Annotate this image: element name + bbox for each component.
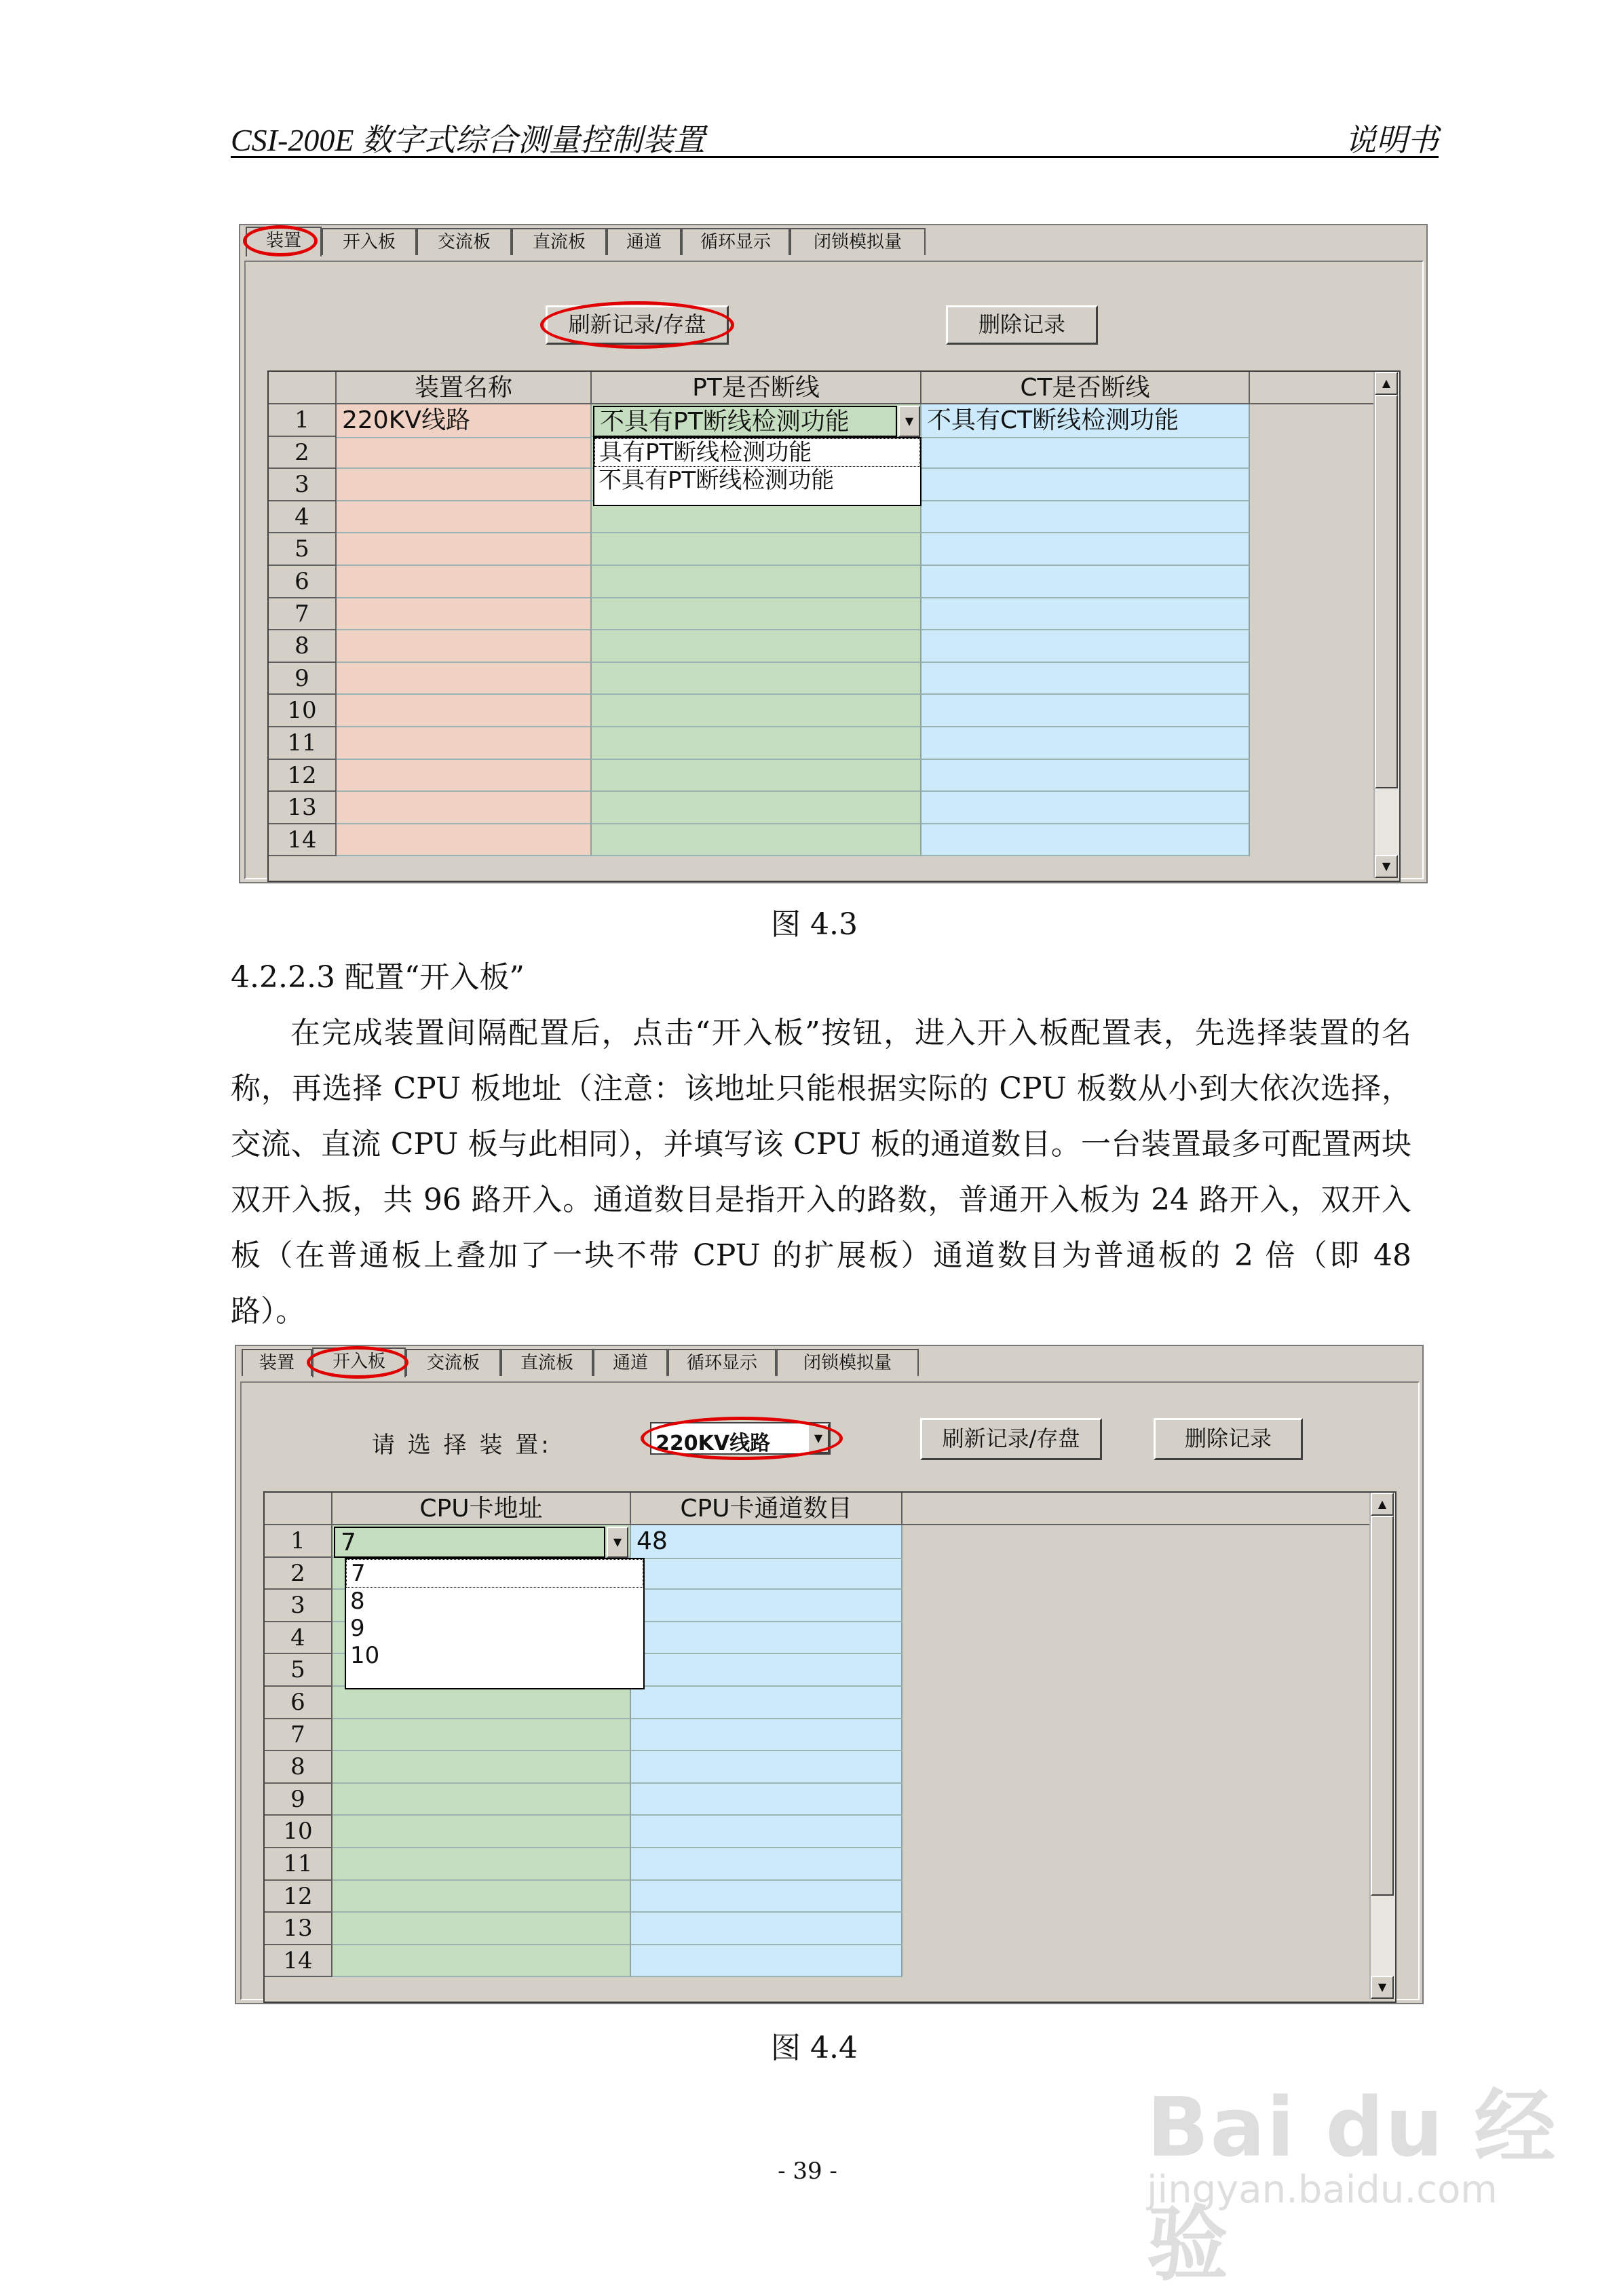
grid-cell[interactable] [631,1848,902,1881]
grid-cell[interactable] [332,1913,631,1945]
pt-select-arrow-icon[interactable]: ▼ [898,406,920,437]
row1-device-name[interactable]: 220KV线路 [337,404,592,438]
grid-cell[interactable] [631,1784,902,1816]
scroll-down-icon[interactable]: ▼ [1371,1976,1394,1999]
watermark-url: jingyan.baidu.com [1147,2168,1498,2212]
grid-cell[interactable] [337,727,592,760]
figure-4-4-caption: 图 4.4 [771,2031,858,2065]
scroll-up-icon[interactable]: ▲ [1371,1493,1394,1516]
grid-cell[interactable] [332,1945,631,1978]
address-option-9[interactable]: 9 [350,1615,365,1642]
refresh-save-button[interactable]: 刷新记录/存盘 [920,1418,1102,1460]
grid-cell[interactable] [337,630,592,663]
grid-cell[interactable] [337,501,592,534]
row-number: 10 [269,695,337,727]
grid-cell[interactable] [631,1687,902,1719]
row-number: 9 [269,663,337,695]
delete-record-button[interactable]: 删除记录 [1154,1418,1303,1460]
scroll-thumb[interactable] [1375,395,1398,788]
col-header-empty [902,1493,1371,1525]
grid-cell[interactable] [592,533,922,566]
row-number: 2 [269,437,337,470]
grid-cell[interactable] [922,501,1250,534]
grid-cell[interactable] [337,695,592,727]
scroll-up-icon[interactable]: ▲ [1375,372,1398,395]
grid-cell[interactable] [337,663,592,695]
section-title: 4.2.2.3 配置“开入板” [231,960,525,995]
row-number: 1 [269,404,337,437]
tab-ac-board[interactable]: 交流板 [406,1349,501,1376]
grid-cell[interactable] [592,760,922,792]
col-header-device-name: 装置名称 [337,372,592,404]
tab-lock-analog[interactable]: 闭锁模拟量 [776,1349,919,1376]
grid-cell[interactable] [592,824,922,857]
grid-cell[interactable] [922,760,1250,792]
row-number: 14 [265,1945,332,1978]
row-number: 3 [265,1590,332,1622]
address-option-7[interactable]: 7 [346,1559,643,1588]
address-option-8[interactable]: 8 [350,1588,365,1615]
watermark-logo: Bai du 经验 [1147,2081,1557,2292]
grid-cell[interactable] [332,1687,631,1719]
annotation-ellipse-device-select [641,1417,843,1460]
row-number: 4 [265,1622,332,1655]
grid-cell[interactable] [922,824,1250,857]
tab-device[interactable]: 装置 [246,227,322,256]
annotation-ellipse-di-tab [307,1346,408,1379]
col-header-cpu-channels: CPU卡通道数目 [631,1493,902,1525]
grid-cell[interactable] [922,792,1250,824]
tab-dc-board[interactable]: 直流板 [512,228,607,255]
delete-record-button[interactable]: 删除记录 [946,305,1098,345]
row-number: 7 [265,1719,332,1752]
device-select-arrow-icon[interactable]: ▼ [808,1423,829,1453]
header-doc-type: 说明书 [1345,123,1439,157]
row1-pt-select[interactable]: 不具有PT断线检测功能 [593,406,897,437]
grid-cell[interactable] [922,469,1250,501]
row-number: 10 [265,1816,332,1848]
grid-cell[interactable] [337,792,592,824]
row-number: 6 [265,1687,332,1719]
grid-cell[interactable] [337,533,592,566]
row-number: 14 [269,824,337,857]
tab-channel[interactable]: 通道 [607,228,681,255]
figure-4-3-screenshot [239,224,1428,883]
grid-cell[interactable] [631,1654,902,1687]
address-option-10[interactable]: 10 [350,1642,380,1669]
grid-cell[interactable] [337,760,592,792]
grid-cell[interactable] [332,1881,631,1913]
grid-cell[interactable] [332,1816,631,1848]
grid-cell[interactable] [922,533,1250,566]
tab-ac-board[interactable]: 交流板 [417,228,512,255]
tab-lock-analog[interactable]: 闭锁模拟量 [790,228,926,255]
row-number: 6 [269,566,337,598]
row1-ct-value[interactable]: 不具有CT断线检测功能 [922,404,1250,438]
tab-cycle-display[interactable]: 循环显示 [681,228,790,255]
grid-cell[interactable] [592,663,922,695]
row-number: 12 [265,1881,332,1913]
pt-option-has[interactable]: 具有PT断线检测功能 [594,438,920,467]
row-number: 9 [265,1784,332,1816]
device-select-value: 220KV线路 [656,1432,771,1455]
grid-cell[interactable] [337,437,592,470]
grid-cell[interactable] [592,695,922,727]
scroll-down-icon[interactable]: ▼ [1375,855,1398,878]
row-number: 8 [265,1751,332,1784]
grid-cell[interactable] [631,1590,902,1622]
col-header-ct: CT是否断线 [922,372,1250,404]
tab-dc-board[interactable]: 直流板 [501,1349,593,1376]
grid-cell[interactable] [922,437,1250,470]
body-paragraph: 在完成装置间隔配置后，点击“开入板”按钮，进入开入板配置表，先选择装置的名称，再选择 CPU 板地址（注意：该地址只能根据实际的 CPU 板数从小到大依次选择，交流、直流 CPU 板与此相同），并填写该 CPU 板的通道数目。一台装置最多可配置两块双开入扳，共 96 路开入。通道数目是指开入的路数，普通开入板为 24 路开入，双开入板（在普通板上叠加了一块不带 CPU 的扩展板）通道数目为普通板的 2 倍（即 48 路）。 [231,1016,1411,1328]
address-dropdown-list [345,1558,645,1689]
grid-cell[interactable] [337,824,592,857]
row-number: 11 [265,1848,332,1881]
grid-cell[interactable] [631,1622,902,1655]
row-number: 8 [269,630,337,663]
pt-option-not-have[interactable]: 不具有PT断线检测功能 [598,467,835,494]
row1-cpu-address-select[interactable]: 7 [334,1527,605,1558]
grid-cell[interactable] [922,695,1250,727]
grid-cell[interactable] [592,630,922,663]
col-header-cpu-address: CPU卡地址 [332,1493,631,1525]
grid-cell[interactable] [922,598,1250,631]
grid-cell[interactable] [631,1913,902,1945]
grid-cell[interactable] [631,1719,902,1752]
scroll-thumb[interactable] [1371,1516,1394,1896]
row-number: 13 [265,1913,332,1945]
grid-cell[interactable] [592,727,922,760]
pt-dropdown-list [593,437,922,506]
tab-di-board[interactable]: 开入板 [322,228,417,255]
figure-4-3-caption: 图 4.3 [771,907,858,942]
grid-cell[interactable] [631,1816,902,1848]
tab-device[interactable]: 装置 [242,1349,312,1376]
grid-cell[interactable] [337,598,592,631]
tab-cycle-display[interactable]: 循环显示 [668,1349,776,1376]
grid-cell[interactable] [332,1848,631,1881]
grid-corner [269,372,337,404]
grid-cell[interactable] [337,566,592,598]
row-number: 7 [269,598,337,631]
header-title: CSI-200E 数字式综合测量控制装置 [231,123,705,157]
row-number: 1 [265,1525,332,1558]
grid-cell[interactable] [631,1558,902,1590]
address-select-arrow-icon[interactable]: ▼ [607,1527,628,1558]
col-header-empty [1250,372,1375,404]
row-number: 13 [269,792,337,824]
refresh-save-button[interactable]: 刷新记录/存盘 [546,305,729,345]
row-number: 2 [265,1558,332,1590]
grid-cell[interactable] [922,727,1250,760]
row-number: 4 [269,501,337,534]
grid-cell[interactable] [592,792,922,824]
grid-scrollbar[interactable] [1373,372,1399,878]
grid-cell[interactable] [631,1881,902,1913]
grid-cell[interactable] [922,663,1250,695]
col-header-pt: PT是否断线 [592,372,922,404]
annotation-ellipse-refresh [540,301,734,349]
row-number: 12 [269,760,337,792]
select-device-label: 请 选 择 装 置: [372,1432,552,1459]
row-number: 3 [269,469,337,501]
page-header [231,109,1439,158]
grid-cell[interactable] [631,1945,902,1978]
row-number: 5 [265,1654,332,1687]
grid-cell[interactable] [332,1784,631,1816]
grid-cell[interactable] [332,1719,631,1752]
grid-cell[interactable] [922,630,1250,663]
grid-corner [265,1493,332,1525]
row1-cpu-channels[interactable]: 48 [631,1525,902,1559]
row-number: 11 [269,727,337,760]
tab-channel[interactable]: 通道 [593,1349,668,1376]
grid-cell[interactable] [922,566,1250,598]
grid-cell[interactable] [592,598,922,631]
tab-di-board[interactable]: 开入板 [312,1347,406,1377]
annotation-ellipse-device-tab [243,225,318,256]
grid-scrollbar[interactable] [1369,1493,1395,1999]
grid-cell[interactable] [337,469,592,501]
page-number: - 39 - [778,2158,837,2185]
grid-cell[interactable] [332,1751,631,1784]
figure-4-4-screenshot [235,1345,1424,2004]
row-number: 5 [269,533,337,566]
grid-cell[interactable] [592,566,922,598]
grid-cell[interactable] [631,1751,902,1784]
